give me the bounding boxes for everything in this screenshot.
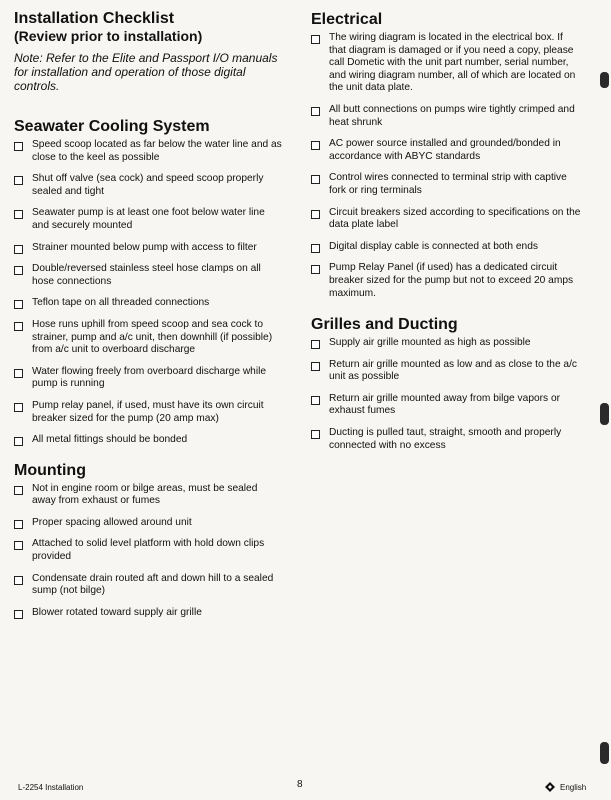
checkbox-icon[interactable] <box>14 245 23 254</box>
seawater-heading: Seawater Cooling System <box>14 118 210 135</box>
checklist-item: Return air grille mounted as low and as close to the a/c unit as possible <box>311 359 581 384</box>
grilles-heading: Grilles and Ducting <box>311 316 458 334</box>
checklist-item: Not in engine room or bilge areas, must be sealed away from exhaust or fumes <box>14 483 282 508</box>
binder-hole-mark <box>600 403 609 425</box>
checkbox-icon[interactable] <box>14 576 23 585</box>
checkbox-icon[interactable] <box>14 142 23 151</box>
electrical-checklist <box>311 32 581 300</box>
checkbox-icon[interactable] <box>311 141 320 150</box>
checklist-item: All butt connections on pumps wire tightly crimped and heat shrunk <box>311 104 581 129</box>
checkbox-icon[interactable] <box>311 107 320 116</box>
checkbox-icon[interactable] <box>311 35 320 44</box>
checkbox-icon[interactable] <box>311 430 320 439</box>
checklist-item: Strainer mounted below pump with access to filter <box>14 242 282 255</box>
diamond-icon <box>545 782 555 792</box>
checkbox-icon[interactable] <box>311 340 320 349</box>
checklist-item: Attached to solid level platform with hold down clips provided <box>14 538 282 563</box>
checkbox-icon[interactable] <box>311 175 320 184</box>
checkbox-icon[interactable] <box>14 541 23 550</box>
seawater-checklist <box>14 139 282 447</box>
checklist-item: Speed scoop located as far below the water line and as close to the keel as possible <box>14 139 282 164</box>
checkbox-icon[interactable] <box>311 396 320 405</box>
checklist-item: All metal fittings should be bonded <box>14 434 282 447</box>
checklist-item: Blower rotated toward supply air grille <box>14 607 282 620</box>
checkbox-icon[interactable] <box>14 437 23 446</box>
left-column <box>14 10 282 619</box>
mounting-heading: Mounting <box>14 461 86 479</box>
checkbox-icon[interactable] <box>311 362 320 371</box>
checklist-item: Double/reversed stainless steel hose clamps on all hose connections <box>14 263 282 288</box>
page-number: 8 <box>297 779 303 790</box>
checklist-item: Pump Relay Panel (if used) has a dedicated circuit breaker sized for the pump but not to exceed 20 amps maximum. <box>311 262 581 300</box>
language-label: English <box>560 782 587 792</box>
checklist-item: Pump relay panel, if used, must have its own circuit breaker sized for the pump (20 amp max) <box>14 400 282 425</box>
checkbox-icon[interactable] <box>311 265 320 274</box>
checkbox-icon[interactable] <box>14 610 23 619</box>
binder-hole-mark <box>600 72 609 88</box>
intro-note: Note: Refer to the Elite and Passport I/O manuals for installation and operation of those digital controls. <box>14 51 278 93</box>
page-title: Installation Checklist <box>14 10 175 27</box>
checklist-item: Circuit breakers sized according to specifications on the data plate label <box>311 207 581 232</box>
page-subtitle: (Review prior to installation) <box>14 28 203 44</box>
checklist-item: Water flowing freely from overboard discharge while pump is running <box>14 366 282 391</box>
right-column <box>311 10 581 452</box>
checkbox-icon[interactable] <box>311 210 320 219</box>
checklist-item: Return air grille mounted away from bilge vapors or exhaust fumes <box>311 393 581 418</box>
language-indicator <box>545 782 586 792</box>
checkbox-icon[interactable] <box>14 520 23 529</box>
electrical-heading: Electrical <box>311 11 383 28</box>
checkbox-icon[interactable] <box>14 210 23 219</box>
checkbox-icon[interactable] <box>14 266 23 275</box>
footer-doc-id: L-2254 Installation <box>18 783 84 792</box>
checklist-item: Shut off valve (sea cock) and speed scoop properly sealed and tight <box>14 173 282 198</box>
checklist-item: Digital display cable is connected at both ends <box>311 241 581 254</box>
checkbox-icon[interactable] <box>14 176 23 185</box>
checkbox-icon[interactable] <box>311 244 320 253</box>
checkbox-icon[interactable] <box>14 486 23 495</box>
checkbox-icon[interactable] <box>14 369 23 378</box>
checklist-item: Teflon tape on all threaded connections <box>14 297 282 310</box>
checkbox-icon[interactable] <box>14 322 23 331</box>
checklist-item: Seawater pump is at least one foot below water line and securely mounted <box>14 207 282 232</box>
checkbox-icon[interactable] <box>14 300 23 309</box>
checklist-item: Control wires connected to terminal strip with captive fork or ring terminals <box>311 172 581 197</box>
binder-hole-mark <box>600 742 609 764</box>
mounting-checklist <box>14 483 282 620</box>
checkbox-icon[interactable] <box>14 403 23 412</box>
checklist-item: Supply air grille mounted as high as possible <box>311 337 581 350</box>
checklist-item: The wiring diagram is located in the electrical box. If that diagram is damaged or if you need a copy, please call Dometic with the unit part number, serial number, and wiring diagram number, all of which are located on the unit data plate. <box>311 32 581 95</box>
checklist-item: Proper spacing allowed around unit <box>14 517 282 530</box>
checklist-item: Ducting is pulled taut, straight, smooth and properly connected with no excess <box>311 427 581 452</box>
checklist-item: Condensate drain routed aft and down hill to a sealed sump (not bilge) <box>14 573 282 598</box>
grilles-checklist <box>311 337 581 452</box>
checklist-item: AC power source installed and grounded/bonded in accordance with ABYC standards <box>311 138 581 163</box>
checklist-item: Hose runs uphill from speed scoop and sea cock to strainer, pump and a/c unit, then downhill (if possible) from a/c unit to overboard discharge <box>14 319 282 357</box>
